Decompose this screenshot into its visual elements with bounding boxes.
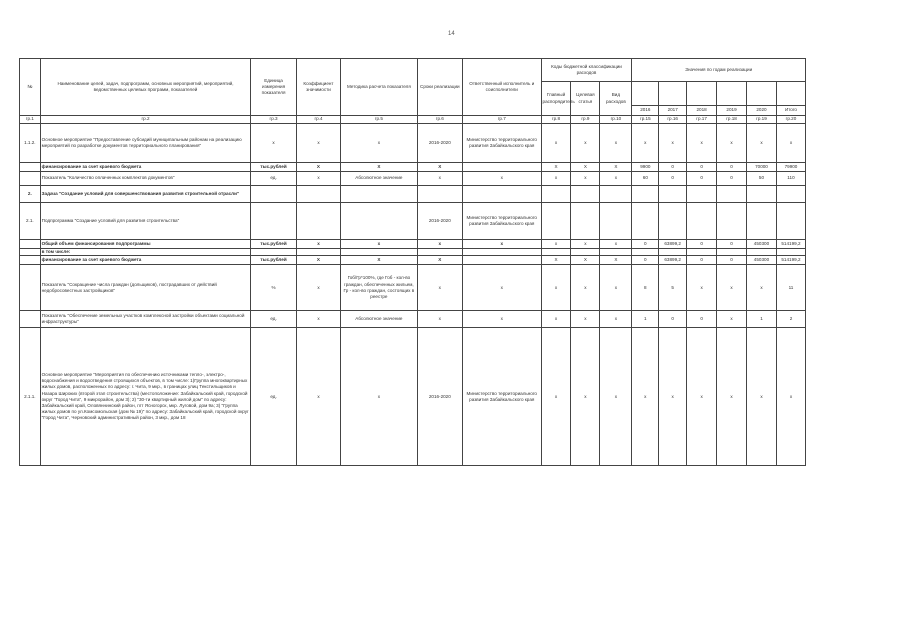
- table-row: [20, 311, 806, 328]
- table-cell: Х: [417, 256, 462, 265]
- table-cell: х: [747, 328, 777, 466]
- header-expense-type: Вид расходов: [600, 82, 632, 116]
- table-cell: [541, 249, 571, 256]
- header-responsible: Ответственный исполнитель и соисполнители: [463, 59, 541, 116]
- table-row: [20, 265, 806, 311]
- table-cell: х: [463, 311, 541, 328]
- table-cell: х: [717, 311, 747, 328]
- table-cell: 2016-2020: [417, 328, 462, 466]
- table-cell: [687, 186, 717, 203]
- table-cell: 0: [687, 256, 717, 265]
- col-number: гр.17: [687, 116, 717, 124]
- table-cell: 0: [717, 256, 747, 265]
- header-term: Сроки реализации: [417, 59, 462, 116]
- table-cell: х: [600, 172, 632, 186]
- table-cell: 2016-2020: [417, 124, 462, 163]
- table-cell: х: [296, 124, 340, 163]
- table-cell: [659, 249, 687, 256]
- table-cell: 514199,2: [776, 256, 805, 265]
- table-cell: х: [717, 265, 747, 311]
- table-cell: [20, 249, 41, 256]
- table-cell: Х: [341, 163, 417, 172]
- table-cell: х: [776, 124, 805, 163]
- table-cell: [251, 186, 296, 203]
- table-cell: х: [600, 328, 632, 466]
- table-row: [20, 240, 806, 249]
- header-chief-admin: Главный распорядитель: [541, 82, 571, 116]
- table-cell: 11: [776, 265, 805, 311]
- table-cell: [341, 203, 417, 240]
- header-name: Наименование целей, задач, подпрограмм, основных мероприятий, мероприятий, ведомственных целевых программ, показателей: [40, 59, 251, 116]
- table-cell: [20, 311, 41, 328]
- table-body: [20, 124, 806, 466]
- table-cell: [600, 186, 632, 203]
- table-cell: Х: [600, 256, 632, 265]
- header-year: 2016: [632, 106, 659, 116]
- table-cell: 2016-2020: [417, 203, 462, 240]
- table-cell: 0: [687, 311, 717, 328]
- col-number: гр.20: [776, 116, 805, 124]
- header-target-item: Целевая статья: [571, 82, 600, 116]
- table-cell: 79900: [776, 163, 805, 172]
- table-cell: х: [571, 328, 600, 466]
- table-cell: [571, 249, 600, 256]
- table-cell: х: [541, 124, 571, 163]
- table-cell: х: [251, 124, 296, 163]
- table-cell: 2: [776, 311, 805, 328]
- table-cell: х: [600, 311, 632, 328]
- table-cell: х: [541, 265, 571, 311]
- table-row: [20, 203, 806, 240]
- table-cell: 0: [687, 240, 717, 249]
- table-cell: 70000: [747, 163, 777, 172]
- table-cell: [417, 186, 462, 203]
- header-values-by-year: Значения по годам реализации: [632, 59, 806, 82]
- table-cell: [600, 203, 632, 240]
- table-cell: Х: [571, 256, 600, 265]
- table-cell: 2.1.: [20, 203, 41, 240]
- header-coef: Коэффициент значимости: [296, 59, 340, 116]
- table-cell: [632, 203, 659, 240]
- col-number: гр.7: [463, 116, 541, 124]
- table-cell: Задача "Создание условий для совершенствования развития строительной отрасли": [40, 186, 251, 203]
- table-cell: [20, 172, 41, 186]
- table-cell: х: [296, 172, 340, 186]
- col-number: гр.1: [20, 116, 41, 124]
- table-cell: 2.: [20, 186, 41, 203]
- table-cell: Показатель "Обеспечение земельных участков комплексной застройки объектами социальной инфраструктуры": [40, 311, 251, 328]
- col-number: гр.15: [632, 116, 659, 124]
- col-number: гр.5: [341, 116, 417, 124]
- table-cell: 450300: [747, 256, 777, 265]
- table-cell: Х: [296, 163, 340, 172]
- table-cell: Показатель "Количество оплаченных комплектов документов": [40, 172, 251, 186]
- table-cell: Общий объем финансирования подпрограммы: [40, 240, 251, 249]
- table-cell: [463, 249, 541, 256]
- table-cell: х: [463, 172, 541, 186]
- table-cell: х: [541, 172, 571, 186]
- table-cell: х: [341, 240, 417, 249]
- col-number: гр.18: [717, 116, 747, 124]
- table-cell: Основное мероприятие "Предоставление субсидий муниципальным районам на реализацию мероприятий по разработке документов территориального планирования": [40, 124, 251, 163]
- table-cell: Министерство территориального развития Забайкальского края: [463, 124, 541, 163]
- table-cell: [717, 203, 747, 240]
- table-cell: [20, 256, 41, 265]
- table-cell: 0: [717, 163, 747, 172]
- table-cell: х: [541, 240, 571, 249]
- table-cell: 63899,2: [659, 240, 687, 249]
- table-cell: х: [463, 240, 541, 249]
- table-cell: х: [717, 124, 747, 163]
- table-cell: тыс.рублей: [251, 240, 296, 249]
- table-cell: х: [296, 265, 340, 311]
- header-year: Итого: [776, 106, 805, 116]
- header-num: №: [20, 59, 41, 116]
- table-cell: [541, 203, 571, 240]
- table-cell: [20, 240, 41, 249]
- table-cell: [571, 203, 600, 240]
- table-cell: [341, 186, 417, 203]
- table-cell: х: [571, 124, 600, 163]
- table-cell: Подпрограмма "Создание условий для развития строительства": [40, 203, 251, 240]
- table-cell: Абсолютное значение: [341, 172, 417, 186]
- col-number: гр.19: [747, 116, 777, 124]
- table-cell: х: [600, 265, 632, 311]
- table-cell: х: [541, 311, 571, 328]
- header-year: 2018: [687, 106, 717, 116]
- table-cell: х: [632, 124, 659, 163]
- table-cell: [659, 203, 687, 240]
- table-cell: [463, 256, 541, 265]
- table-cell: х: [600, 124, 632, 163]
- table-cell: [463, 186, 541, 203]
- table-cell: Абсолютное значение: [341, 311, 417, 328]
- table-cell: х: [571, 311, 600, 328]
- table-cell: [296, 203, 340, 240]
- table-cell: х: [296, 311, 340, 328]
- table-cell: [600, 249, 632, 256]
- table-row: [20, 163, 806, 172]
- table-cell: х: [571, 240, 600, 249]
- table-cell: Х: [341, 256, 417, 265]
- col-number: гр.4: [296, 116, 340, 124]
- table-cell: х: [687, 265, 717, 311]
- table-cell: 0: [632, 256, 659, 265]
- table-cell: [251, 249, 296, 256]
- table-cell: ед.: [251, 311, 296, 328]
- table-cell: х: [747, 124, 777, 163]
- header-row-1: [20, 59, 806, 82]
- table-cell: Х: [571, 163, 600, 172]
- col-number: гр.8: [541, 116, 571, 124]
- table-cell: х: [687, 328, 717, 466]
- header-unit: Единица измерения показателя: [251, 59, 296, 116]
- table-cell: финансирование за счет краевого бюджета: [40, 256, 251, 265]
- table-cell: [541, 186, 571, 203]
- col-number: гр.9: [571, 116, 600, 124]
- table-cell: 0: [687, 163, 717, 172]
- table-cell: 5: [659, 265, 687, 311]
- table-cell: 9900: [632, 163, 659, 172]
- table-cell: ед.: [251, 172, 296, 186]
- header-method: Методика расчета показателя: [341, 59, 417, 116]
- header-year: 2017: [659, 106, 687, 116]
- program-table: [19, 58, 806, 466]
- table-cell: [776, 249, 805, 256]
- table-cell: [20, 163, 41, 172]
- table-cell: [417, 249, 462, 256]
- table-cell: х: [417, 172, 462, 186]
- table-cell: 0: [659, 311, 687, 328]
- table-cell: [747, 186, 777, 203]
- table-row: [20, 328, 806, 466]
- table-cell: х: [717, 328, 747, 466]
- table-cell: [659, 186, 687, 203]
- table-cell: х: [600, 240, 632, 249]
- col-number: гр.2: [40, 116, 251, 124]
- table-cell: х: [632, 328, 659, 466]
- column-number-row: [20, 116, 806, 124]
- table-cell: 8: [632, 265, 659, 311]
- table-cell: [571, 186, 600, 203]
- table-row: [20, 124, 806, 163]
- table-cell: 1: [632, 311, 659, 328]
- table-cell: Х: [600, 163, 632, 172]
- table-row: [20, 186, 806, 203]
- table-cell: [717, 249, 747, 256]
- table-cell: [747, 249, 777, 256]
- table-cell: х: [571, 172, 600, 186]
- table-cell: [687, 249, 717, 256]
- table-cell: х: [571, 265, 600, 311]
- table-row: [20, 172, 806, 186]
- table-cell: [747, 203, 777, 240]
- table-cell: [296, 186, 340, 203]
- table-cell: Гоб/Гр*100%, где Гоб - кол-во граждан, обеспеченных жильем, Гр - кол-во граждан, состоящих в реестре: [341, 265, 417, 311]
- table-cell: [632, 249, 659, 256]
- table-cell: х: [687, 124, 717, 163]
- table-cell: [341, 249, 417, 256]
- table-cell: х: [341, 328, 417, 466]
- table-cell: х: [296, 328, 340, 466]
- table-cell: в том числе:: [40, 249, 251, 256]
- table-cell: х: [659, 124, 687, 163]
- table-cell: [632, 186, 659, 203]
- table-cell: 450300: [747, 240, 777, 249]
- table-cell: х: [417, 265, 462, 311]
- table-cell: х: [417, 240, 462, 249]
- table-cell: Министерство территориального развития Забайкальского края: [463, 203, 541, 240]
- table-cell: 63899,2: [659, 256, 687, 265]
- table-cell: 0: [659, 163, 687, 172]
- table-cell: [463, 163, 541, 172]
- table-cell: Основное мероприятие "Мероприятия по обеспечению источниками тепло-, электро-, водоснабжения и водоотведения строящихся объектов, в том числе: 1)Группа многоквартирных жилых домов, расположенных по адресу: г. Чита, 9 мкр., в границах улиц Текстильщиков и Назара Широких (второй этап строительства) (местоположение: Забайкальский край, городской округ "Город Чита", 9 микрорайон, дом 3); 2) "30-ти квартирный жилой дом" по адресу: Забайкальский край, Оловяннинский район, пгт Ясногорск, мкр. Луговой, дом 9а; 3) "Группа жилых домов по ул.Комсомольская (дом № 19)" по адресу: Забайкальский край, городской округ "Город Чита", Черновский административный район, 3 мкр., дом 18: [40, 328, 251, 466]
- table-cell: х: [659, 328, 687, 466]
- table-cell: 514199,2: [776, 240, 805, 249]
- table-cell: тыс.рублей: [251, 163, 296, 172]
- table-cell: х: [341, 124, 417, 163]
- col-number: гр.6: [417, 116, 462, 124]
- table-cell: 1: [747, 311, 777, 328]
- col-number: гр.16: [659, 116, 687, 124]
- table-cell: 110: [776, 172, 805, 186]
- table-cell: [687, 203, 717, 240]
- table-cell: 0: [717, 172, 747, 186]
- table-cell: [776, 186, 805, 203]
- table-cell: 0: [717, 240, 747, 249]
- table-row: [20, 256, 806, 265]
- table-cell: [296, 249, 340, 256]
- col-number: гр.10: [600, 116, 632, 124]
- table-cell: ед.: [251, 328, 296, 466]
- table-cell: 2.1.1.: [20, 328, 41, 466]
- table-cell: %: [251, 265, 296, 311]
- header-budget-codes: Коды бюджетной классификации расходов: [541, 59, 632, 82]
- table-cell: 50: [747, 172, 777, 186]
- page-number: 14: [448, 31, 455, 37]
- col-number: гр.3: [251, 116, 296, 124]
- table-cell: 60: [632, 172, 659, 186]
- table-cell: финансирование за счет краевого бюджета: [40, 163, 251, 172]
- table-cell: х: [541, 328, 571, 466]
- header-year: 2019: [717, 106, 747, 116]
- table-cell: тыс.рублей: [251, 256, 296, 265]
- table-cell: х: [296, 240, 340, 249]
- table-cell: 0: [659, 172, 687, 186]
- table-cell: [251, 203, 296, 240]
- table-cell: 0: [687, 172, 717, 186]
- table-cell: х: [747, 265, 777, 311]
- table-row: [20, 249, 806, 256]
- table-cell: Показатель "Сокращение числа граждан (дольщиков), пострадавших от действий недобросовестных застройщиков": [40, 265, 251, 311]
- table-cell: х: [776, 328, 805, 466]
- table-cell: [20, 265, 41, 311]
- table-cell: [717, 186, 747, 203]
- table-cell: 1.1.2.: [20, 124, 41, 163]
- header-year: 2020: [747, 106, 777, 116]
- table-cell: х: [417, 311, 462, 328]
- table-cell: Х: [541, 256, 571, 265]
- table-cell: Министерство территориального развития Забайкальского края: [463, 328, 541, 466]
- table-cell: Х: [417, 163, 462, 172]
- table-cell: х: [463, 265, 541, 311]
- table-cell: Х: [541, 163, 571, 172]
- table-cell: Х: [296, 256, 340, 265]
- table-cell: [776, 203, 805, 240]
- table-cell: 0: [632, 240, 659, 249]
